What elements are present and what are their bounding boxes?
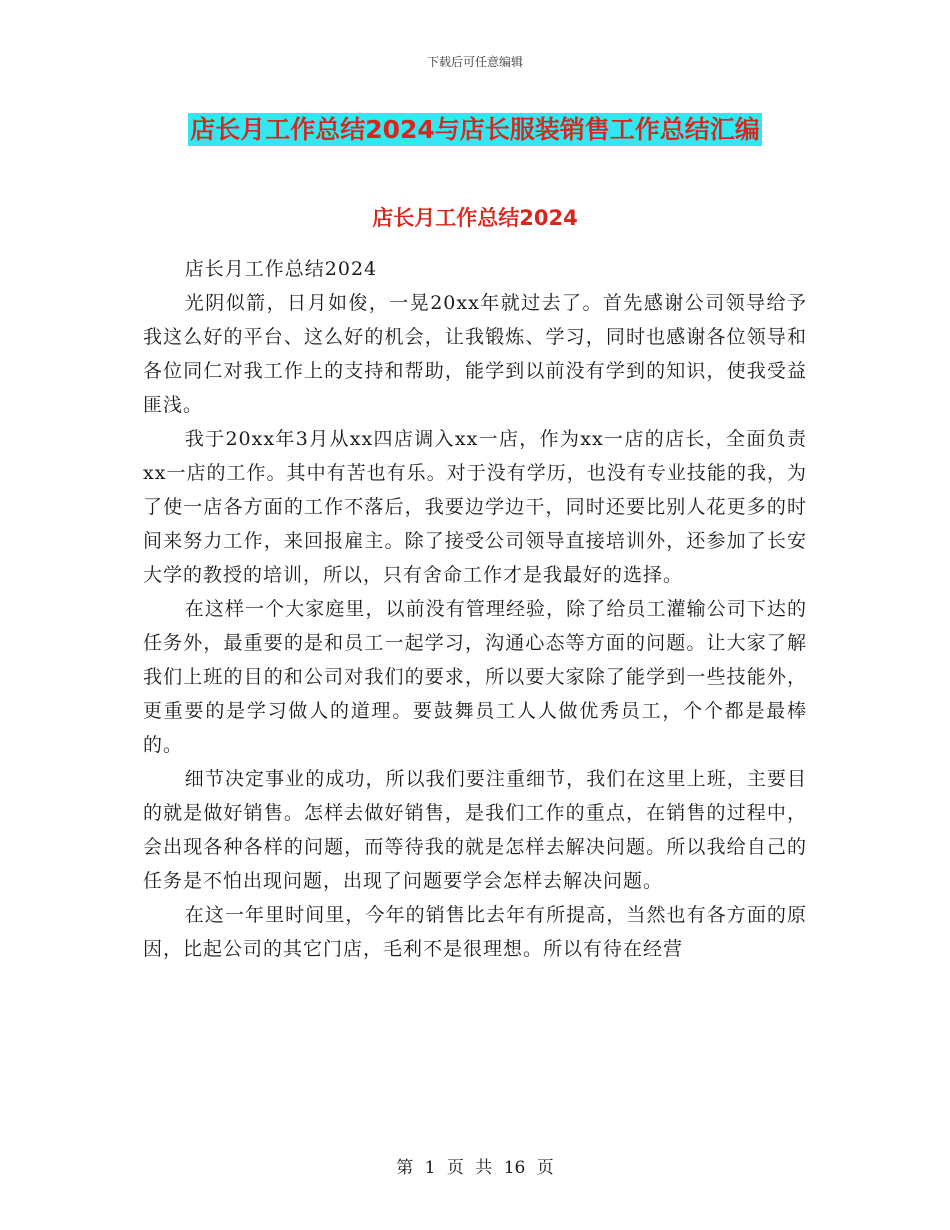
document-body	[143, 252, 807, 966]
paragraph: 在这样一个大家庭里，以前没有管理经验，除了给员工灌输公司下达的任务外，最重要的是和员工一起学习，沟通心态等方面的问题。让大家了解我们上班的目的和公司对我们的要求，所以要大家除了能学到一些技能外，更重要的是学习做人的道理。要鼓舞员工人人做优秀员工，个个都是最棒的。	[143, 598, 807, 756]
section-title: 店长月工作总结2024	[372, 206, 578, 230]
paragraph-subtitle: 店长月工作总结2024	[184, 258, 378, 280]
paragraph: 光阴似箭，日月如俊，一晃20xx年就过去了。首先感谢公司领导给予我这么好的平台、这么好的机会，让我锻炼、学习，同时也感谢各位领导和各位同仁对我工作上的支持和帮助，能学到以前没有学到的知识，使我受益匪浅。	[143, 292, 807, 416]
paragraph: 细节决定事业的成功，所以我们要注重细节，我们在这里上班，主要目的就是做好销售。怎样去做好销售，是我们工作的重点，在销售的过程中，会出现各种各样的问题，而等待我的就是怎样去解决问题。所以我给自己的任务是不怕出现问题，出现了问题要学会怎样去解决问题。	[143, 768, 807, 892]
paragraph: 在这一年里时间里，今年的销售比去年有所提高，当然也有各方面的原因，比起公司的其它门店，毛利不是很理想。所以有待在经营	[143, 904, 807, 960]
header-note: 下载后可任意编辑	[426, 55, 523, 69]
document-title	[0, 110, 950, 146]
page-footer: 第 1 页 共 16 页	[396, 1158, 554, 1178]
paragraph: 我于20xx年3月从xx四店调入xx一店，作为xx一店的店长，全面负责xx一店的工作。其中有苦也有乐。对于没有学历，也没有专业技能的我，为了使一店各方面的工作不落后，我要边学边干，同时还要比别人花更多的时间来努力工作，来回报雇主。除了接受公司领导直接培训外，还参加了长安大学的教授的培训，所以，只有舍命工作才是我最好的选择。	[143, 428, 807, 586]
document-title-text: 店长月工作总结2024与店长服装销售工作总结汇编	[190, 115, 760, 144]
